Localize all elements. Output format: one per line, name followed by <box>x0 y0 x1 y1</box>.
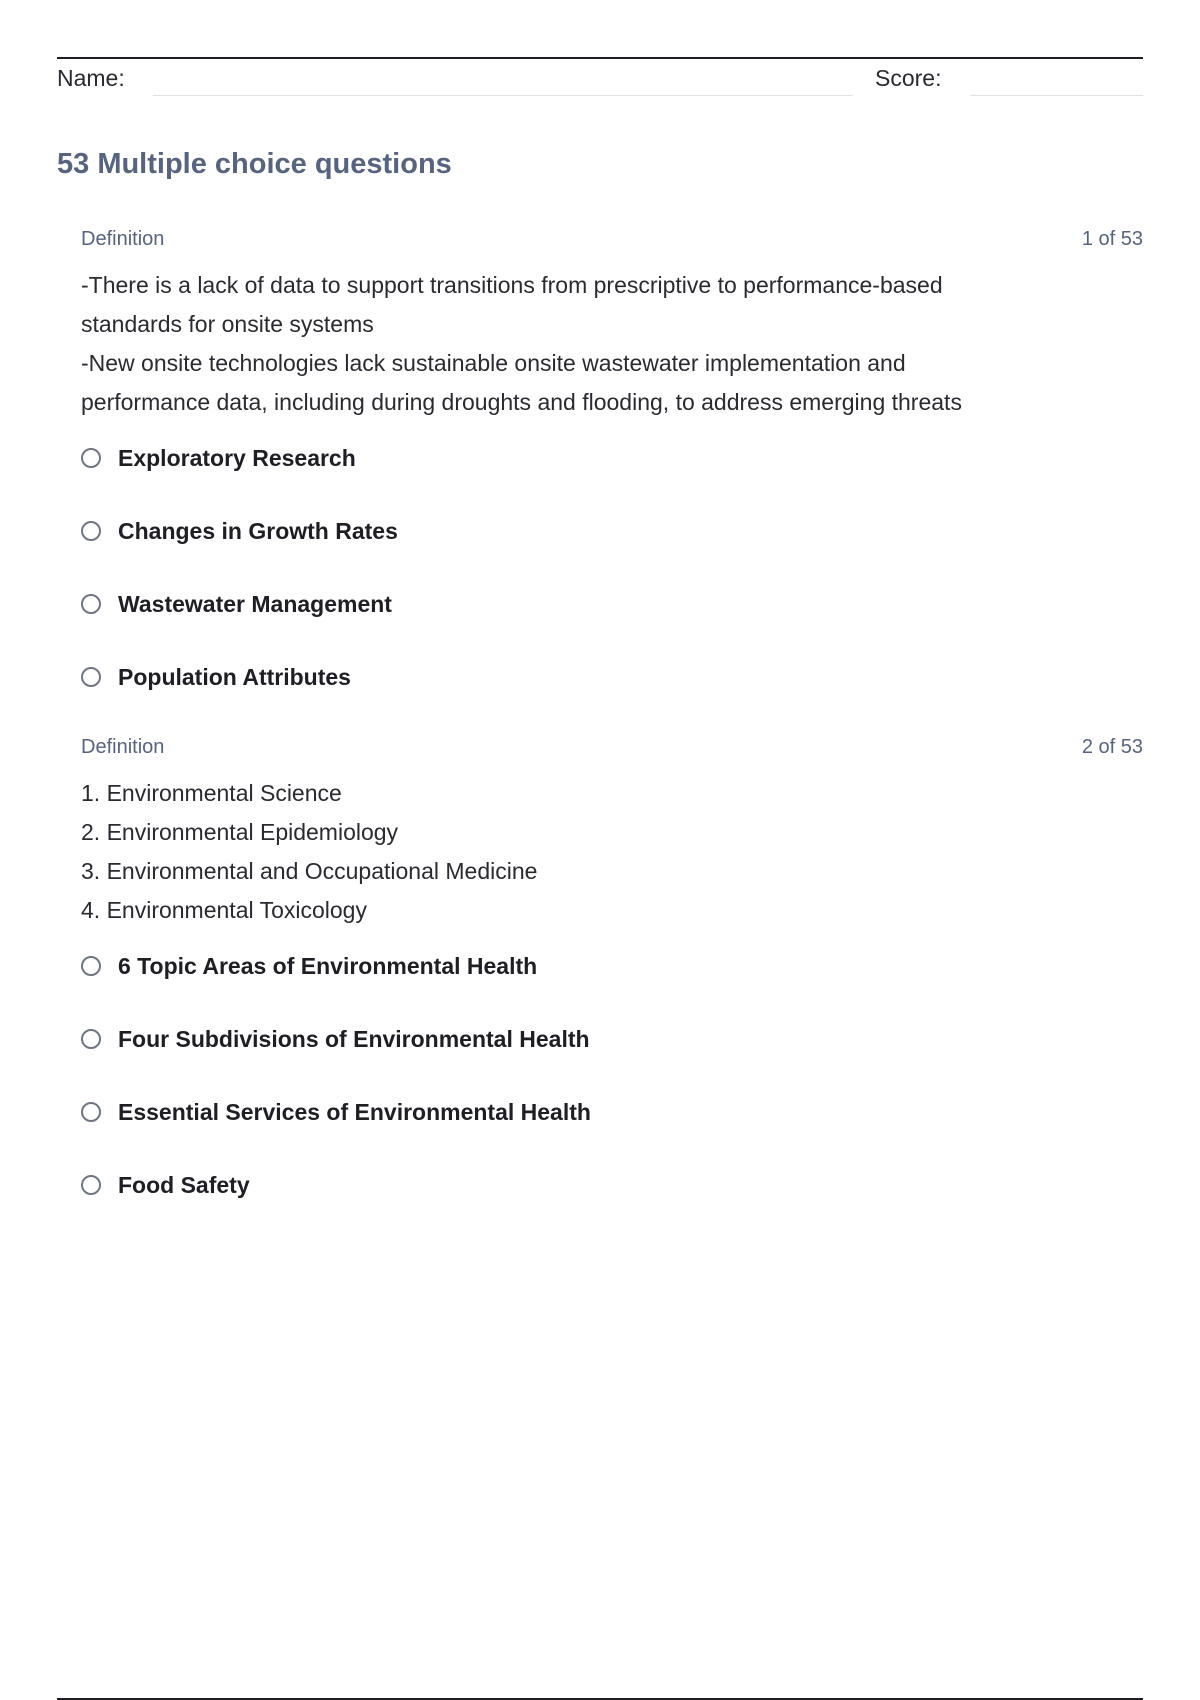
question-kind: Definition <box>81 228 165 250</box>
name-label: Name: <box>57 65 125 91</box>
prompt-line: standards for onsite systems <box>81 311 374 337</box>
score-label: Score: <box>875 65 942 91</box>
radio-button[interactable] <box>81 1175 101 1195</box>
radio-button[interactable] <box>81 667 101 687</box>
section-title: 53 Multiple choice questions <box>57 148 452 180</box>
question-counter: 2 of 53 <box>1081 736 1143 758</box>
prompt-line: 3. Environmental and Occupational Medicine <box>81 858 538 884</box>
prompt-line: -There is a lack of data to support transitions from prescriptive to performance-based <box>81 272 943 298</box>
answer-option[interactable] <box>81 1098 1143 1171</box>
answer-option[interactable] <box>81 590 1143 663</box>
radio-button[interactable] <box>81 521 101 541</box>
option-label: Population Attributes <box>118 664 351 690</box>
radio-button[interactable] <box>81 594 101 614</box>
question-prompt <box>81 774 1061 930</box>
question-card <box>81 228 1143 736</box>
answer-option[interactable] <box>81 1025 1143 1098</box>
question-header <box>81 736 1143 766</box>
option-label: Four Subdivisions of Environmental Health <box>118 1026 590 1052</box>
question-card <box>81 736 1143 1244</box>
option-label: Essential Services of Environmental Health <box>118 1099 591 1125</box>
answer-options <box>81 952 1143 1244</box>
question-counter: 1 of 53 <box>1081 228 1143 250</box>
answer-option[interactable] <box>81 444 1143 517</box>
question-kind: Definition <box>81 736 165 758</box>
answer-option[interactable] <box>81 663 1143 736</box>
answer-option[interactable] <box>81 952 1143 1025</box>
worksheet-header <box>57 60 1143 100</box>
radio-button[interactable] <box>81 956 101 976</box>
radio-button[interactable] <box>81 448 101 468</box>
answer-options <box>81 444 1143 736</box>
option-label: Changes in Growth Rates <box>118 518 398 544</box>
radio-button[interactable] <box>81 1102 101 1122</box>
option-label: 6 Topic Areas of Environmental Health <box>118 953 538 979</box>
question-header <box>81 228 1143 258</box>
prompt-line: 1. Environmental Science <box>81 780 342 806</box>
prompt-line: 2. Environmental Epidemiology <box>81 819 399 845</box>
name-field[interactable] <box>153 95 853 96</box>
prompt-line: performance data, including during droughts and flooding, to address emerging threats <box>81 389 962 415</box>
question-prompt <box>81 266 1061 422</box>
top-divider <box>57 57 1143 59</box>
radio-button[interactable] <box>81 1029 101 1049</box>
answer-option[interactable] <box>81 517 1143 590</box>
option-label: Food Safety <box>118 1172 250 1198</box>
option-label: Wastewater Management <box>118 591 392 617</box>
answer-option[interactable] <box>81 1171 1143 1244</box>
prompt-line: -New onsite technologies lack sustainable onsite wastewater implementation and <box>81 350 906 376</box>
score-field[interactable] <box>970 95 1143 96</box>
prompt-line: 4. Environmental Toxicology <box>81 897 367 923</box>
option-label: Exploratory Research <box>118 445 356 471</box>
